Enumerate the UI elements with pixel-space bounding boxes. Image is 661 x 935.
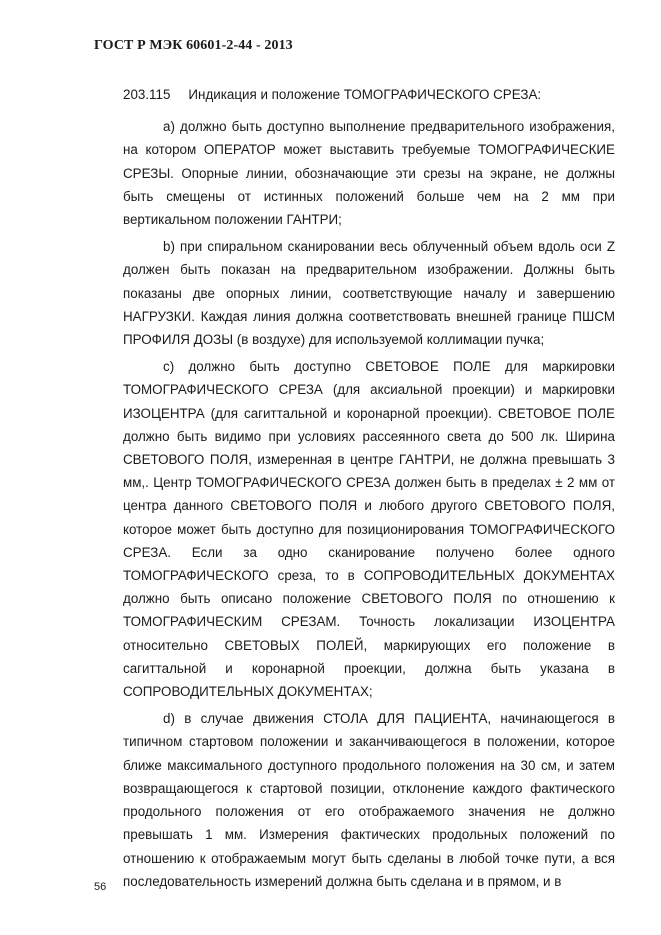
document-body (123, 83, 615, 897)
document-header: ГОСТ Р МЭК 60601-2-44 - 2013 (94, 38, 293, 53)
clause-title: Индикация и положение ТОМОГРАФИЧЕСКОГО СРЕЗА: (188, 87, 542, 102)
paragraph-a: a) должно быть доступно выполнение предварительного изображения, на котором ОПЕРАТОР может выставить требуемые ТОМОГРАФИЧЕСКИЕ СРЕЗЫ. Опорные линии, обозначающие эти срезы на экране, не должны быть смещены от истинных положений больше чем на 2 мм при вертикальном положении ГАНТРИ; (123, 119, 615, 228)
paragraph-c: c) должно быть доступно СВЕТОВОЕ ПОЛЕ для маркировки ТОМОГРАФИЧЕСКОГО СРЕЗА (для аксиальной проекции) и маркировки ИЗОЦЕНТРА (для сагиттальной и коронарной проекции). СВЕТОВОЕ ПОЛЕ должно быть видимо при условиях рассеянного света до 500 лк. Ширина СВЕТОВОГО ПОЛЯ, измеренная в центре ГАНТРИ, не должна превышать 3 мм,. Центр ТОМОГРАФИЧЕСКОГО СРЕЗА должен быть в пределах ± 2 мм от центра данного СВЕТОВОГО ПОЛЯ и любого другого СВЕТОВОГО ПОЛЯ, которое может быть доступно для позиционирования ТОМОГРАФИЧЕСКОГО СРЕЗА. Если за одно сканирование получено более одного ТОМОГРАФИЧЕСКОГО среза, то в СОПРОВОДИТЕЛЬНЫХ ДОКУМЕНТАХ должно быть описано положение СВЕТОВОГО ПОЛЯ по отношению к ТОМОГРАФИЧЕСКИМ СРЕЗАМ. Точность локализации ИЗОЦЕНТРА относительно СВЕТОВЫХ ПОЛЕЙ, маркирующих его положение в сагиттальной и коронарной проекции, должна быть указана в СОПРОВОДИТЕЛЬНЫХ ДОКУМЕНТАХ; (123, 359, 615, 700)
page-number: 56 (94, 881, 107, 893)
clause-heading (123, 83, 615, 106)
paragraph-b: b) при спиральном сканировании весь облученный объем вдоль оси Z должен быть показан на предварительном изображении. Должны быть показаны две опорных линии, соответствующие началу и завершению НАГРУЗКИ. Каждая линия должна соответствовать внешней границе ПШСМ ПРОФИЛЯ ДОЗЫ (в воздухе) для используемой коллимации пучка; (123, 239, 615, 348)
paragraph-d: d) в случае движения СТОЛА ДЛЯ ПАЦИЕНТА, начинающегося в типичном стартовом положении и заканчивающегося в положении, которое ближе максимального доступного продольного положения на 30 см, и затем возвращающегося к стартовой позиции, отклонение каждого фактического продольного положения от его отображаемого значения не должно превышать 1 мм. Измерения фактических продольных положений по отношению к отображаемым могут быть сделаны в любой точке пути, а вся последовательность измерений должна быть сделана и в прямом, и в (123, 711, 615, 889)
clause-number: 203.115 (123, 87, 171, 102)
